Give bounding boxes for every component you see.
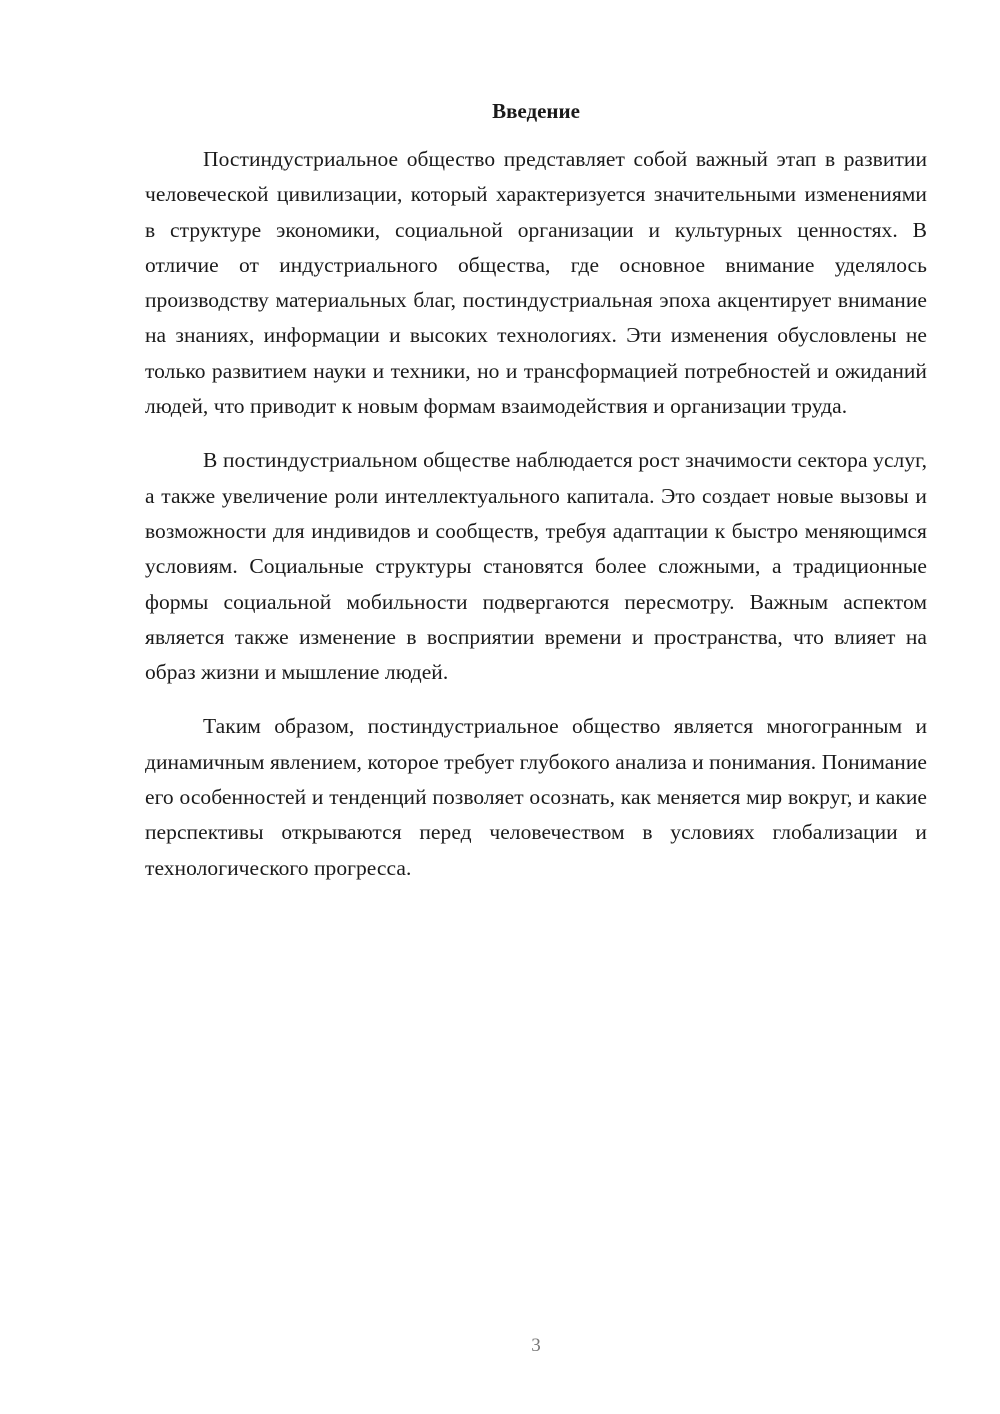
paragraph-2: В постиндустриальном обществе наблюдается рост значимости сектора услуг, а также увеличение роли интеллектуального капитала. Это создает новые вызовы и возможности для индивидов и сообществ, требуя адаптации к быстро меняющимся условиям. Социальные структуры становятся более сложными, а традиционные формы социальной мобильности подвергаются пересмотру. Важным аспектом является также изменение в восприятии времени и пространства, что влияет на образ жизни и мышление людей. bbox=[145, 448, 927, 685]
page-title: Введение bbox=[492, 99, 580, 123]
page-number: 3 bbox=[531, 1335, 541, 1356]
paragraph-3: Таким образом, постиндустриальное общество является многогранным и динамичным явлением, которое требует глубокого анализа и понимания. Понимание его особенностей и тенденций позволяет осознать, как меняется мир вокруг, и какие перспективы открываются перед человечеством в условиях глобализации и технологического прогресса. bbox=[145, 714, 927, 880]
paragraph-1: Постиндустриальное общество представляет собой важный этап в развитии человеческой цивилизации, который характеризуется значительными изменениями в структуре экономики, социальной организации и культурных ценностях. В отличие от индустриального общества, где основное внимание уделялось производству материальных благ, постиндустриальная эпоха акцентирует внимание на знаниях, информации и высоких технологиях. Эти изменения обусловлены не только развитием науки и техники, но и трансформацией потребностей и ожиданий людей, что приводит к новым формам взаимодействия и организации труда. bbox=[145, 147, 927, 419]
document-body bbox=[145, 142, 927, 905]
